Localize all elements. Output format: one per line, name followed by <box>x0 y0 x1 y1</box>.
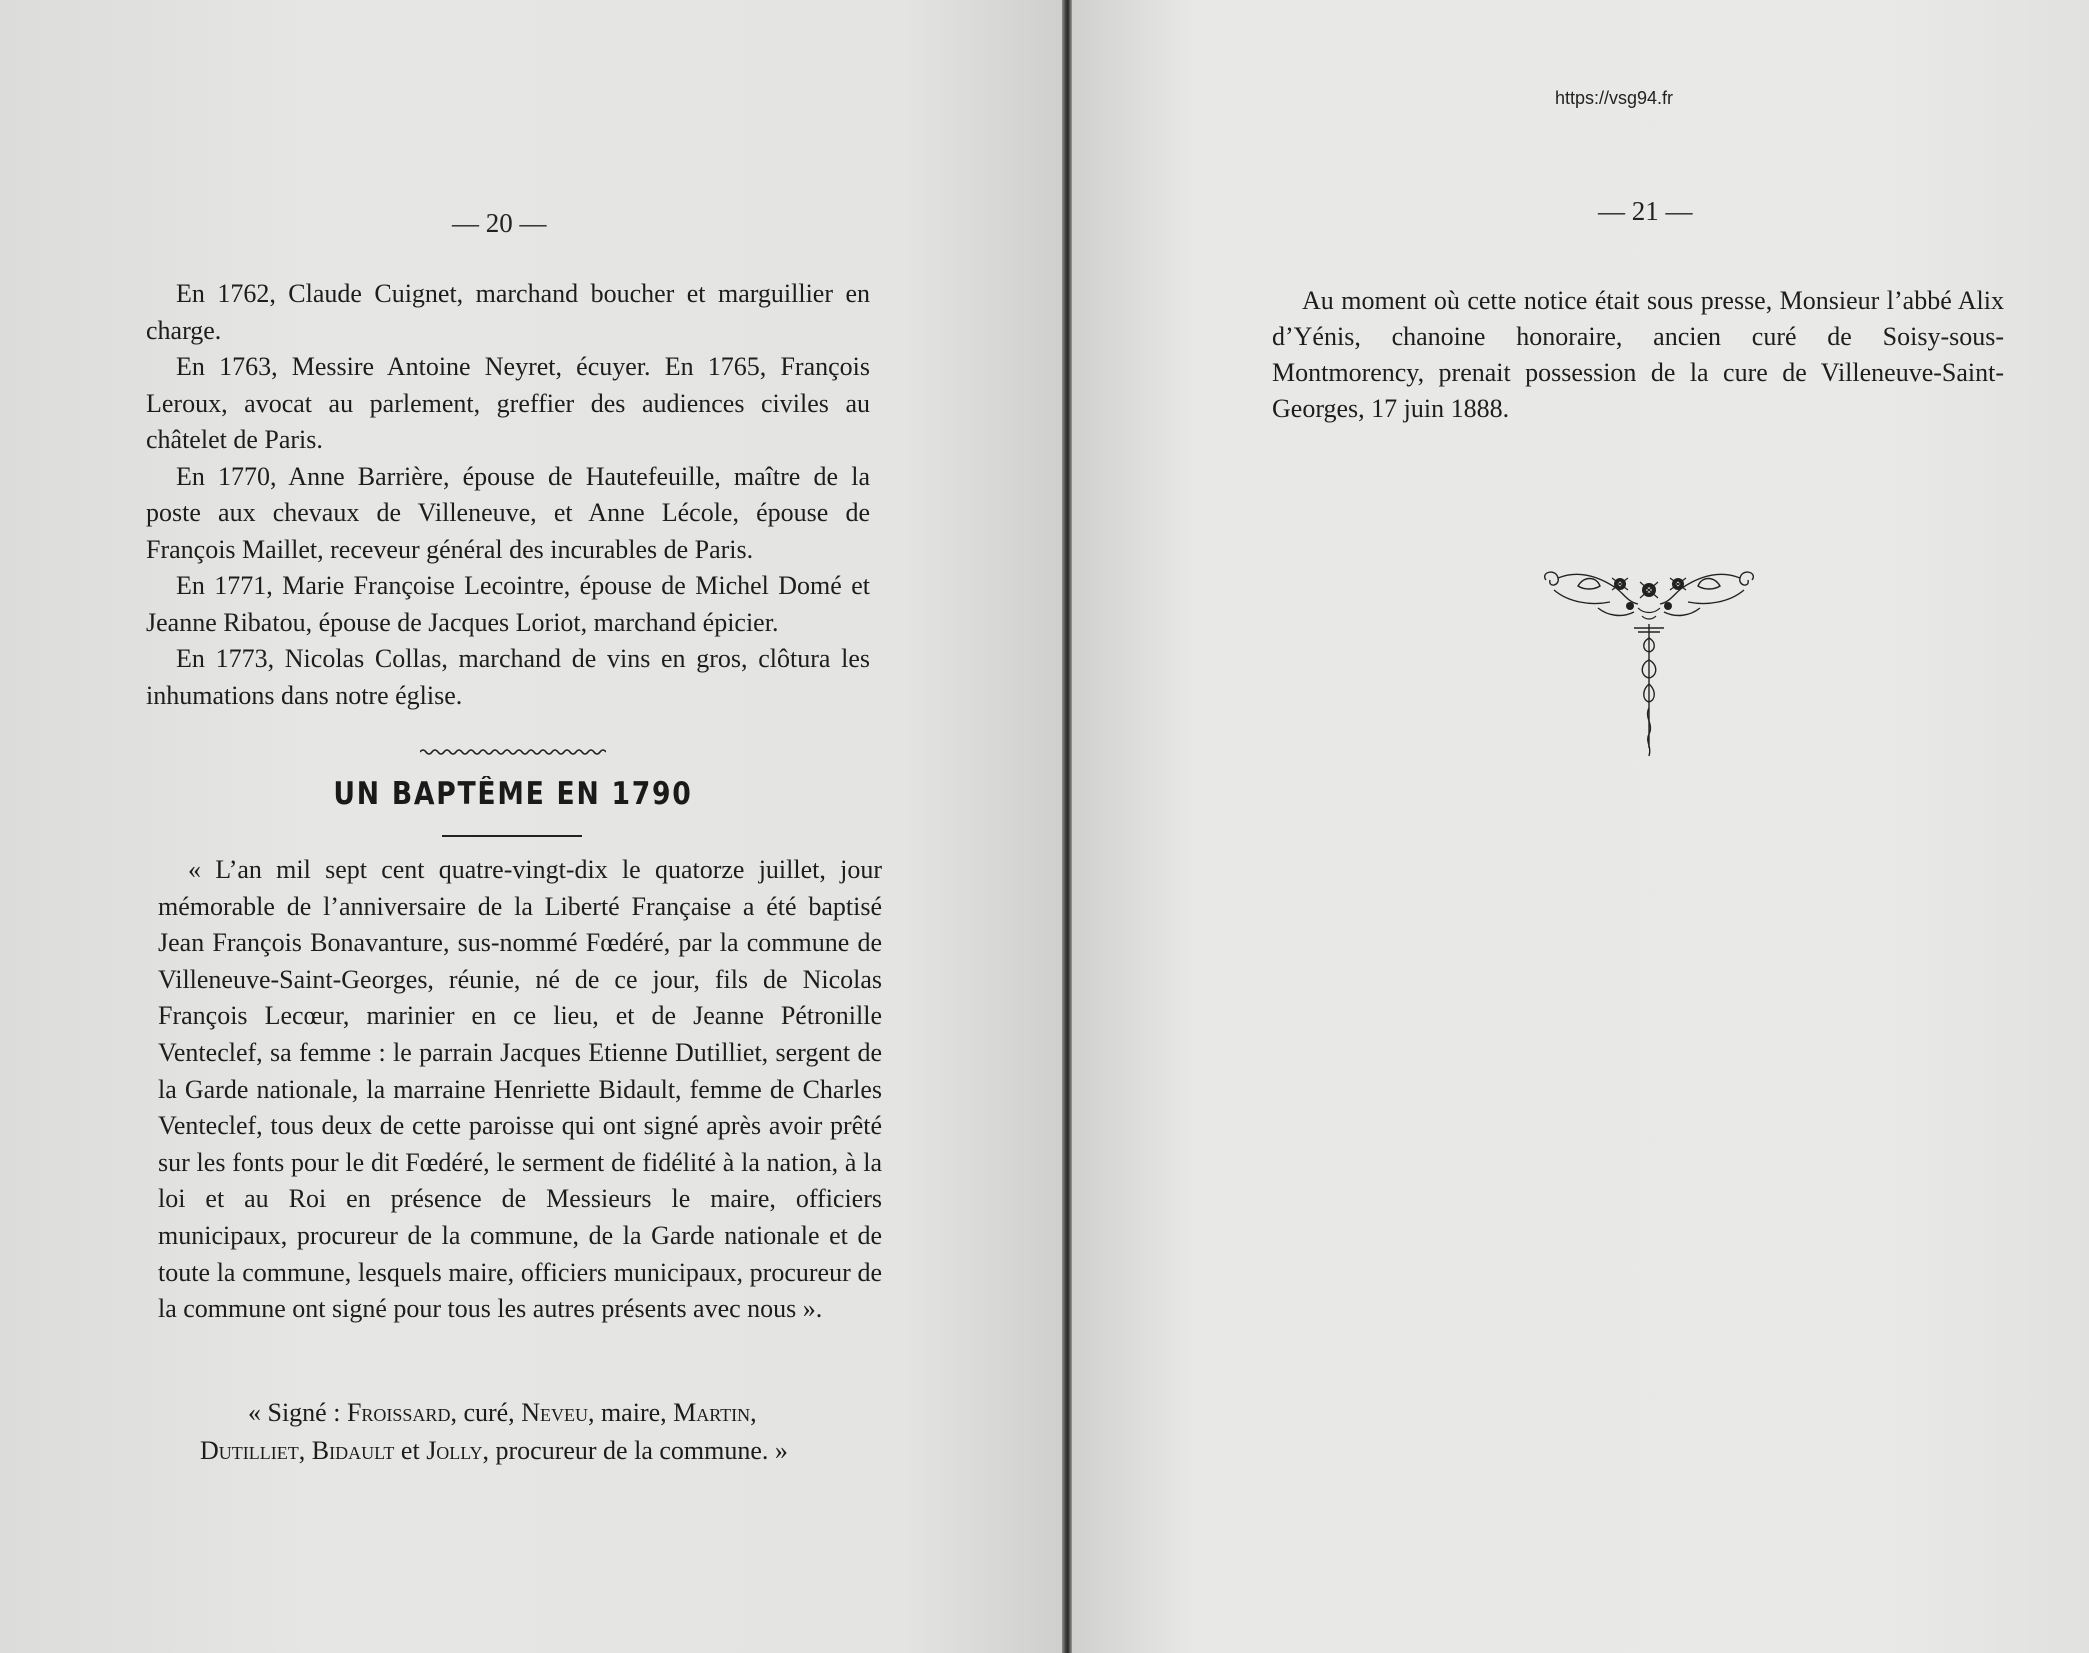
signature-end: , procureur de la commune. » <box>482 1436 788 1465</box>
signatory-martin: Martin <box>673 1398 751 1427</box>
signature-sep-3: , <box>750 1398 757 1427</box>
signature-block <box>200 1394 884 1470</box>
section-title: UN BAPTÊME EN 1790 <box>333 776 693 812</box>
paragraph-1762: En 1762, Claude Cuignet, marchand boucher et marguillier en charge. <box>146 279 870 345</box>
signatory-neveu: Neveu <box>521 1398 588 1427</box>
floral-vignette-ornament-icon <box>1538 568 1760 768</box>
book-gutter <box>1062 0 1072 1653</box>
paragraph-1773: En 1773, Nicolas Collas, marchand de vins en gros, clôtura les inhumations dans notre église. <box>146 644 870 710</box>
signature-prefix: « Signé : <box>248 1398 347 1427</box>
signatory-jolly: Jolly <box>426 1436 483 1465</box>
baptism-quote <box>158 852 882 1328</box>
right-page-notice <box>1272 283 2004 427</box>
signature-line-1 <box>200 1394 884 1432</box>
wavy-rule-icon <box>420 748 606 756</box>
paragraph-1763: En 1763, Messire Antoine Neyret, écuyer. En 1765, François Leroux, avocat au parlement, greffier des audiences civiles au châtelet de Paris. <box>146 352 870 454</box>
signatory-froissard: Froissard <box>346 1398 451 1427</box>
paragraph-1770: En 1770, Anne Barrière, épouse de Hautefeuille, maître de la poste aux chevaux de Villeneuve, et Anne Lécole, épouse de François Maillet, receveur général des incurables de Paris. <box>146 461 870 564</box>
notice-paragraph: Au moment où cette notice était sous presse, Monsieur l’abbé Alix d’Yénis, chanoine honoraire, ancien curé de Soisy-sous-Montmorency, prenait possession de la cure de Villeneuve-Saint-Georges, 17 juin 1888. <box>1272 286 2004 423</box>
signatory-bidault: Bidault <box>311 1436 395 1465</box>
page-number-right: — 21 — <box>1598 196 1693 226</box>
signatory-dutilliet: Dutilliet <box>200 1436 299 1465</box>
right-page <box>1072 0 2089 1653</box>
quote-paragraph: « L’an mil sept cent quatre-vingt-dix le quatorze juillet, jour mémorable de l’anniversaire de la Liberté Française a été baptisé Jean François Bonavanture, sus-nommé Fœdéré, par la commune de Villeneuve-Saint-Georges, réunie, né de ce jour, fils de Nicolas François Lecœur, marinier en ce lieu, et de Jeanne Pétronille Venteclef, sa femme : le parrain Jacques Etienne Dutilliet, sergent de la Garde nationale, la marraine Henriette Bidault, femme de Charles Venteclef, tous deux de cette paroisse qui ont signé après avoir prêté sur les fonts pour le dit Fœdéré, le serment de fidélité à la nation, à la loi et au Roi en présence de Messieurs le maire, officiers municipaux, procureur de la commune, de la Garde nationale et de toute la commune, lesquels maire, officiers municipaux, procureur de la commune ont signé pour tous les autres présents avec nous ». <box>158 855 882 1324</box>
signature-sep-2: , maire, <box>587 1398 674 1427</box>
paragraph-1771: En 1771, Marie Françoise Lecointre, épouse de Michel Domé et Jeanne Ribatou, épouse de Jacques Loriot, marchand épicier. <box>146 571 870 637</box>
page-number-left: — 20 — <box>452 208 547 238</box>
title-rule <box>442 835 582 837</box>
signature-sep-5: et <box>394 1436 427 1465</box>
source-url: https://vsg94.fr <box>1555 88 1674 108</box>
signature-line-2 <box>200 1432 884 1470</box>
signature-sep-4: , <box>298 1436 312 1465</box>
burials-list <box>146 276 870 714</box>
signature-sep-1: , curé, <box>450 1398 522 1427</box>
